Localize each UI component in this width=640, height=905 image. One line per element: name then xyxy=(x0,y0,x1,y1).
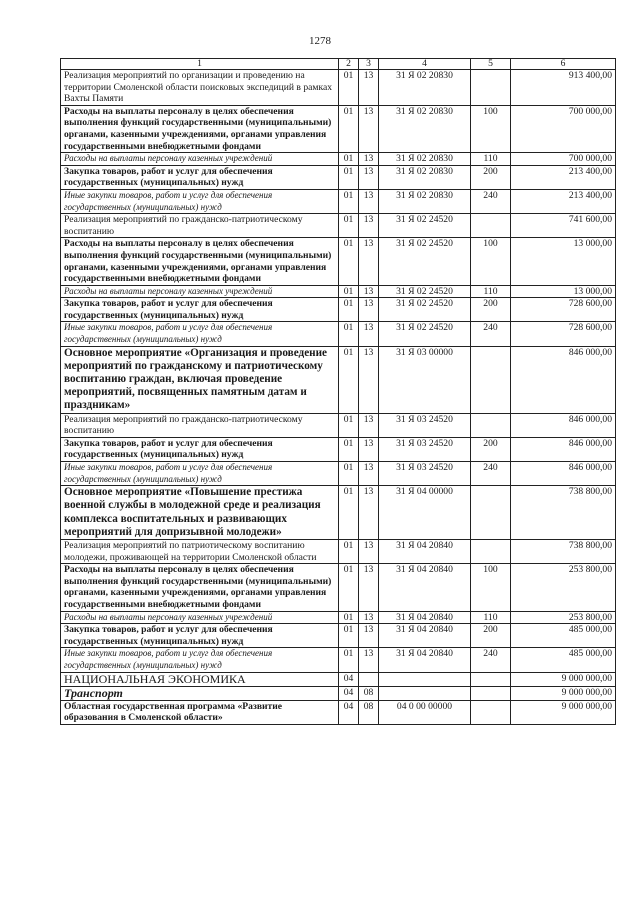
expense-type-cell: 240 xyxy=(471,648,511,672)
section-code-cell: 01 xyxy=(339,285,359,298)
row-name-cell: Расходы на выплаты персоналу в целях обеспечения выполнения функций государственными (муниципальными) органами, казенными учреждениями, органами управления государственными внебюджетными фондами xyxy=(61,105,339,152)
expense-type-cell xyxy=(471,540,511,564)
target-article-cell: 31 Я 03 24520 xyxy=(379,413,471,437)
expense-type-cell: 100 xyxy=(471,238,511,285)
section-code-cell: 04 xyxy=(339,686,359,700)
section-code-cell: 01 xyxy=(339,298,359,322)
section-code-cell: 01 xyxy=(339,165,359,189)
subsection-code-cell: 13 xyxy=(359,105,379,152)
row-name-cell: Расходы на выплаты персоналу в целях обеспечения выполнения функций государственными (муниципальными) органами, казенными учреждениями, органами управления государственными внебюджетными фондами xyxy=(61,564,339,611)
amount-cell: 13 000,00 xyxy=(511,285,616,298)
target-article-cell: 31 Я 04 20840 xyxy=(379,540,471,564)
amount-cell: 9 000 000,00 xyxy=(511,672,616,686)
expense-type-cell: 240 xyxy=(471,462,511,486)
table-row xyxy=(61,611,616,624)
row-name-cell: Иные закупки товаров, работ и услуг для обеспечения государственных (муниципальных) нужд xyxy=(61,462,339,486)
section-code-cell: 01 xyxy=(339,70,359,106)
amount-cell: 738 800,00 xyxy=(511,486,616,540)
subsection-code-cell: 13 xyxy=(359,298,379,322)
section-code-cell: 01 xyxy=(339,238,359,285)
table-row xyxy=(61,238,616,285)
expense-type-cell xyxy=(471,486,511,540)
target-article-cell: 31 Я 03 24520 xyxy=(379,437,471,461)
section-code-cell: 01 xyxy=(339,564,359,611)
subsection-code-cell: 13 xyxy=(359,540,379,564)
row-name-cell: Иные закупки товаров, работ и услуг для обеспечения государственных (муниципальных) нужд xyxy=(61,189,339,213)
target-article-cell: 31 Я 04 00000 xyxy=(379,486,471,540)
expense-type-cell: 100 xyxy=(471,564,511,611)
subsection-code-cell: 13 xyxy=(359,611,379,624)
table-header-row xyxy=(61,59,616,70)
expense-type-cell: 110 xyxy=(471,285,511,298)
target-article-cell: 31 Я 02 24520 xyxy=(379,322,471,346)
expense-type-cell: 200 xyxy=(471,624,511,648)
expense-type-cell: 200 xyxy=(471,298,511,322)
table-row xyxy=(61,298,616,322)
subsection-code-cell: 08 xyxy=(359,700,379,724)
subsection-code-cell: 13 xyxy=(359,285,379,298)
header-cell-subsection: 3 xyxy=(359,59,379,70)
expense-type-cell: 110 xyxy=(471,611,511,624)
section-code-cell: 01 xyxy=(339,624,359,648)
expense-type-cell xyxy=(471,672,511,686)
amount-cell: 700 000,00 xyxy=(511,105,616,152)
target-article-cell: 31 Я 04 20840 xyxy=(379,611,471,624)
subsection-code-cell: 13 xyxy=(359,165,379,189)
table-row xyxy=(61,648,616,672)
amount-cell: 846 000,00 xyxy=(511,346,616,413)
section-code-cell: 04 xyxy=(339,672,359,686)
row-name-cell: Реализация мероприятий по гражданско-патриотическому воспитанию xyxy=(61,214,339,238)
row-name-cell: Расходы на выплаты персоналу казенных учреждений xyxy=(61,153,339,166)
budget-table xyxy=(60,58,616,725)
table-row xyxy=(61,214,616,238)
expense-type-cell xyxy=(471,70,511,106)
amount-cell: 253 800,00 xyxy=(511,611,616,624)
row-name-cell: Закупка товаров, работ и услуг для обеспечения государственных (муниципальных) нужд xyxy=(61,298,339,322)
row-name-cell: Реализация мероприятий по патриотическому воспитанию молодежи, проживающей на территории Смоленской области xyxy=(61,540,339,564)
amount-cell: 213 400,00 xyxy=(511,165,616,189)
table-row xyxy=(61,564,616,611)
page-number: 1278 xyxy=(309,35,331,47)
subsection-code-cell: 13 xyxy=(359,189,379,213)
amount-cell: 728 600,00 xyxy=(511,298,616,322)
amount-cell: 485 000,00 xyxy=(511,648,616,672)
amount-cell: 913 400,00 xyxy=(511,70,616,106)
subsection-code-cell xyxy=(359,672,379,686)
amount-cell: 9 000 000,00 xyxy=(511,686,616,700)
row-name-cell: Иные закупки товаров, работ и услуг для обеспечения государственных (муниципальных) нужд xyxy=(61,322,339,346)
target-article-cell: 31 Я 02 20830 xyxy=(379,153,471,166)
target-article-cell: 31 Я 02 20830 xyxy=(379,70,471,106)
subsection-code-cell: 13 xyxy=(359,70,379,106)
amount-cell: 13 000,00 xyxy=(511,238,616,285)
row-name-cell: Расходы на выплаты персоналу казенных учреждений xyxy=(61,285,339,298)
header-cell-expense-type: 5 xyxy=(471,59,511,70)
target-article-cell: 31 Я 03 00000 xyxy=(379,346,471,413)
row-name-cell: Реализация мероприятий по организации и проведению на территории Смоленской области поисковых экспедиций в рамках Вахты Памяти xyxy=(61,70,339,106)
table-row xyxy=(61,486,616,540)
amount-cell: 253 800,00 xyxy=(511,564,616,611)
target-article-cell: 31 Я 04 20840 xyxy=(379,564,471,611)
table-row xyxy=(61,624,616,648)
subsection-code-cell: 13 xyxy=(359,437,379,461)
table-row xyxy=(61,672,616,686)
subsection-code-cell: 13 xyxy=(359,648,379,672)
expense-type-cell xyxy=(471,413,511,437)
amount-cell: 213 400,00 xyxy=(511,189,616,213)
expense-type-cell xyxy=(471,700,511,724)
table-row xyxy=(61,70,616,106)
section-code-cell: 01 xyxy=(339,105,359,152)
amount-cell: 846 000,00 xyxy=(511,437,616,461)
expense-type-cell xyxy=(471,346,511,413)
section-code-cell: 01 xyxy=(339,189,359,213)
amount-cell: 728 600,00 xyxy=(511,322,616,346)
table-row xyxy=(61,165,616,189)
expense-type-cell: 240 xyxy=(471,322,511,346)
table-row xyxy=(61,700,616,724)
row-name-cell: Транспорт xyxy=(61,686,339,700)
target-article-cell: 31 Я 02 20830 xyxy=(379,189,471,213)
expense-type-cell: 200 xyxy=(471,437,511,461)
row-name-cell: Областная государственная программа «Развитие образования в Смоленской области» xyxy=(61,700,339,724)
row-name-cell: Закупка товаров, работ и услуг для обеспечения государственных (муниципальных) нужд xyxy=(61,624,339,648)
table-row xyxy=(61,189,616,213)
row-name-cell: Реализация мероприятий по гражданско-патриотическому воспитанию xyxy=(61,413,339,437)
target-article-cell: 31 Я 02 24520 xyxy=(379,285,471,298)
target-article-cell: 31 Я 03 24520 xyxy=(379,462,471,486)
target-article-cell: 31 Я 02 20830 xyxy=(379,105,471,152)
section-code-cell: 01 xyxy=(339,153,359,166)
section-code-cell: 01 xyxy=(339,346,359,413)
target-article-cell: 31 Я 04 20840 xyxy=(379,624,471,648)
subsection-code-cell: 13 xyxy=(359,413,379,437)
section-code-cell: 01 xyxy=(339,486,359,540)
amount-cell: 741 600,00 xyxy=(511,214,616,238)
amount-cell: 846 000,00 xyxy=(511,413,616,437)
amount-cell: 846 000,00 xyxy=(511,462,616,486)
table-row xyxy=(61,346,616,413)
table-row xyxy=(61,105,616,152)
target-article-cell: 31 Я 04 20840 xyxy=(379,648,471,672)
section-code-cell: 01 xyxy=(339,648,359,672)
subsection-code-cell: 13 xyxy=(359,153,379,166)
header-cell-target-article: 4 xyxy=(379,59,471,70)
subsection-code-cell: 13 xyxy=(359,564,379,611)
subsection-code-cell: 13 xyxy=(359,214,379,238)
amount-cell: 738 800,00 xyxy=(511,540,616,564)
row-name-cell: Расходы на выплаты персоналу казенных учреждений xyxy=(61,611,339,624)
subsection-code-cell: 13 xyxy=(359,238,379,285)
table-row xyxy=(61,413,616,437)
expense-type-cell: 240 xyxy=(471,189,511,213)
table-row xyxy=(61,322,616,346)
target-article-cell xyxy=(379,672,471,686)
expense-type-cell: 100 xyxy=(471,105,511,152)
table-row xyxy=(61,540,616,564)
amount-cell: 9 000 000,00 xyxy=(511,700,616,724)
subsection-code-cell: 13 xyxy=(359,346,379,413)
table-row xyxy=(61,462,616,486)
subsection-code-cell: 13 xyxy=(359,462,379,486)
row-name-cell: Закупка товаров, работ и услуг для обеспечения государственных (муниципальных) нужд xyxy=(61,165,339,189)
expense-type-cell xyxy=(471,214,511,238)
row-name-cell: НАЦИОНАЛЬНАЯ ЭКОНОМИКА xyxy=(61,672,339,686)
amount-cell: 700 000,00 xyxy=(511,153,616,166)
subsection-code-cell: 08 xyxy=(359,686,379,700)
target-article-cell: 31 Я 02 24520 xyxy=(379,214,471,238)
row-name-cell: Иные закупки товаров, работ и услуг для обеспечения государственных (муниципальных) нужд xyxy=(61,648,339,672)
subsection-code-cell: 13 xyxy=(359,486,379,540)
table-row xyxy=(61,153,616,166)
row-name-cell: Расходы на выплаты персоналу в целях обеспечения выполнения функций государственными (муниципальными) органами, казенными учреждениями, органами управления государственными внебюджетными фондами xyxy=(61,238,339,285)
row-name-cell: Основное мероприятие «Повышение престижа военной службы в молодежной среде и реализация комплекса воспитательных и развивающих мероприятий для допризывной молодежи» xyxy=(61,486,339,540)
section-code-cell: 01 xyxy=(339,214,359,238)
target-article-cell xyxy=(379,686,471,700)
section-code-cell: 01 xyxy=(339,322,359,346)
amount-cell: 485 000,00 xyxy=(511,624,616,648)
row-name-cell: Основное мероприятие «Организация и проведение мероприятий по гражданскому и патриотическому воспитанию граждан, включая проведение мероприятий, посвященных памятным датам и праздникам» xyxy=(61,346,339,413)
expense-type-cell: 200 xyxy=(471,165,511,189)
table-body xyxy=(61,70,616,725)
table-row xyxy=(61,686,616,700)
expense-type-cell: 110 xyxy=(471,153,511,166)
subsection-code-cell: 13 xyxy=(359,322,379,346)
header-cell-section: 2 xyxy=(339,59,359,70)
target-article-cell: 31 Я 02 24520 xyxy=(379,298,471,322)
row-name-cell: Закупка товаров, работ и услуг для обеспечения государственных (муниципальных) нужд xyxy=(61,437,339,461)
subsection-code-cell: 13 xyxy=(359,624,379,648)
table-row xyxy=(61,437,616,461)
section-code-cell: 01 xyxy=(339,462,359,486)
target-article-cell: 04 0 00 00000 xyxy=(379,700,471,724)
table-row xyxy=(61,285,616,298)
header-cell-name: 1 xyxy=(61,59,339,70)
section-code-cell: 01 xyxy=(339,611,359,624)
header-cell-amount: 6 xyxy=(511,59,616,70)
section-code-cell: 01 xyxy=(339,413,359,437)
section-code-cell: 04 xyxy=(339,700,359,724)
target-article-cell: 31 Я 02 20830 xyxy=(379,165,471,189)
section-code-cell: 01 xyxy=(339,540,359,564)
target-article-cell: 31 Я 02 24520 xyxy=(379,238,471,285)
section-code-cell: 01 xyxy=(339,437,359,461)
expense-type-cell xyxy=(471,686,511,700)
